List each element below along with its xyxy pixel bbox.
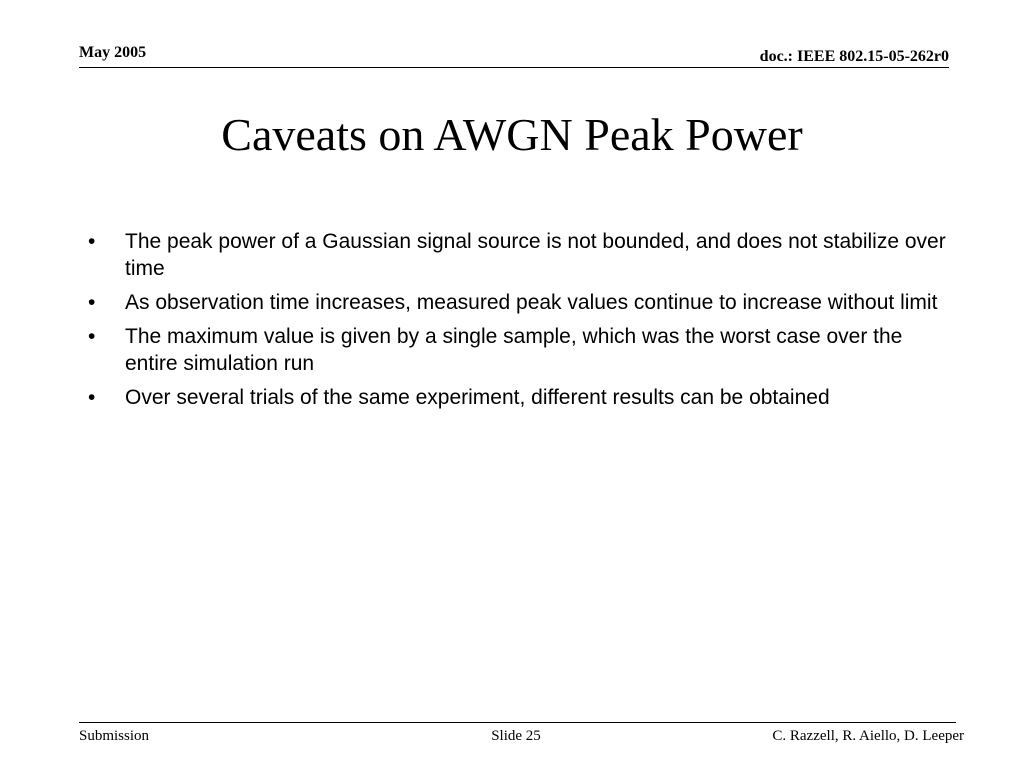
bullet-item (88, 384, 948, 411)
bullet-item (88, 323, 948, 377)
footer-authors: C. Razzell, R. Aiello, D. Leeper (772, 728, 964, 744)
slide-title: Caveats on AWGN Peak Power (221, 109, 803, 160)
bullet-item (88, 228, 948, 282)
footer-submission: Submission (79, 728, 150, 744)
bullet-text: The peak power of a Gaussian signal source is not bounded, and does not stabilize over time (125, 230, 946, 280)
footer-divider (79, 722, 956, 723)
bullet-text: The maximum value is given by a single sample, which was the worst case over the entire simulation run (125, 325, 903, 375)
bullet-marker: • (88, 291, 96, 314)
bullet-text: As observation time increases, measured peak values continue to increase without limit (125, 291, 938, 314)
header-date: May 2005 (79, 44, 147, 61)
bullet-marker: • (88, 325, 96, 348)
bullet-marker: • (88, 386, 96, 409)
bullet-marker: • (88, 230, 96, 253)
header-divider (79, 67, 949, 68)
header-doc-id: doc.: IEEE 802.15-05-262r0 (759, 48, 949, 65)
bullet-item (88, 289, 948, 316)
bullet-text: Over several trials of the same experiment, different results can be obtained (125, 386, 830, 409)
bullet-list (88, 228, 948, 418)
footer-slide-number: Slide 25 (491, 728, 541, 744)
